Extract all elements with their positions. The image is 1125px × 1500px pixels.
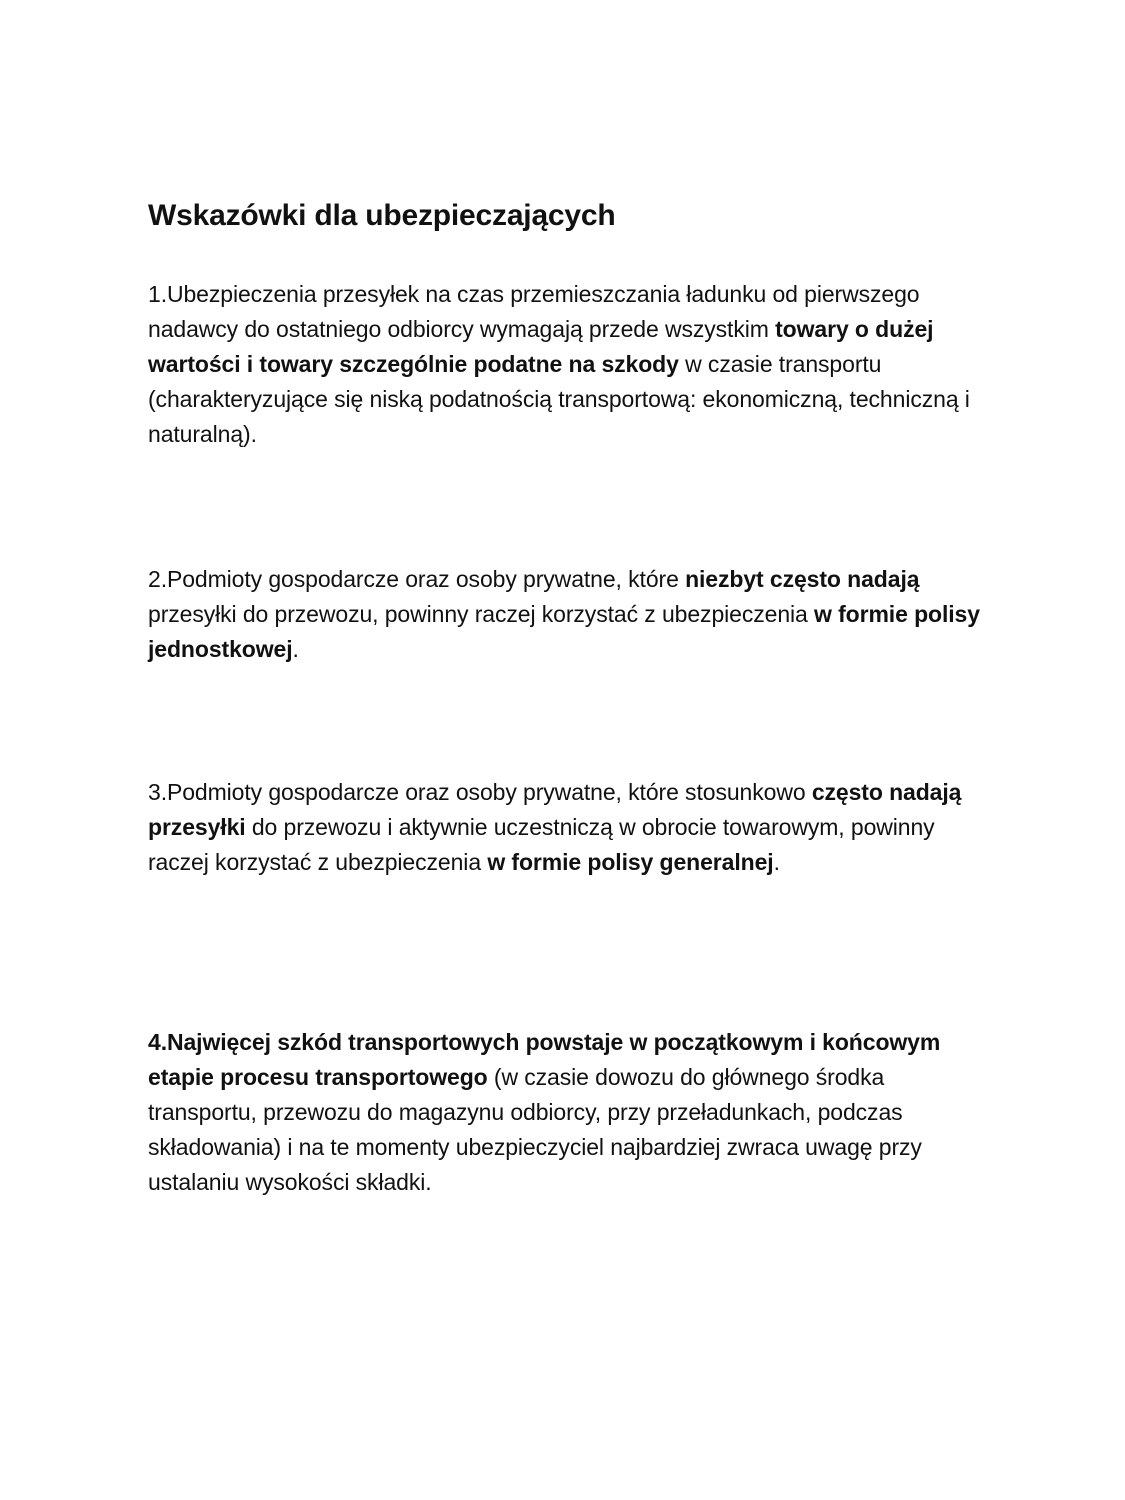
paragraph-2-text-a: 2.Podmioty gospodarcze oraz osoby prywatne, które xyxy=(148,566,686,592)
paragraph-1 xyxy=(148,277,988,452)
paragraph-2 xyxy=(148,562,988,667)
paragraph-1-bold-a: towary o dużej wartości i towary szczególnie podatne na szkody xyxy=(148,316,934,377)
paragraph-3-text-a: 3.Podmioty gospodarcze oraz osoby prywatne, które stosunkowo xyxy=(148,779,812,805)
document-title: Wskazówki dla ubezpieczających xyxy=(148,199,616,232)
paragraph-2-text-b: przesyłki do przewozu, powinny raczej korzystać z ubezpieczenia xyxy=(148,601,815,627)
paragraph-3-text-b: do przewozu i aktywnie uczestniczą w obrocie towarowym, powinny raczej korzystać z ubezpieczenia xyxy=(148,814,935,875)
paragraph-1-text-a: 1.Ubezpieczenia przesyłek na czas przemieszczania ładunku od pierwszego nadawcy do ostatniego odbiorcy wymagają przede wszystkim xyxy=(148,281,920,342)
paragraph-1-text-b: w czasie transportu (charakteryzujące się niską podatnością transportową: ekonomiczną, techniczną i naturalną). xyxy=(148,351,970,447)
paragraph-2-bold-a: niezbyt często nadają xyxy=(685,566,920,592)
paragraph-3 xyxy=(148,775,988,880)
paragraph-3-text-c: . xyxy=(773,849,780,875)
paragraph-3-bold-b: w formie polisy generalnej xyxy=(487,849,774,875)
paragraph-4-bold-a: 4.Najwięcej szkód transportowych powstaje w początkowym i końcowym etapie procesu transportowego xyxy=(148,1029,941,1090)
paragraph-2-bold-b: w formie polisy jednostkowej xyxy=(148,601,980,662)
paragraph-3-bold-a: często nadają przesyłki xyxy=(148,779,962,840)
paragraph-4-text-a: (w czasie dowozu do głównego środka transportu, przewozu do magazynu odbiorcy, przy przeładunkach, podczas składowania) i na te momenty ubezpieczyciel najbardziej zwraca uwagę przy ustalaniu wysokości składki. xyxy=(148,1064,922,1195)
paragraph-2-text-c: . xyxy=(292,636,299,662)
paragraph-4 xyxy=(148,1025,988,1200)
